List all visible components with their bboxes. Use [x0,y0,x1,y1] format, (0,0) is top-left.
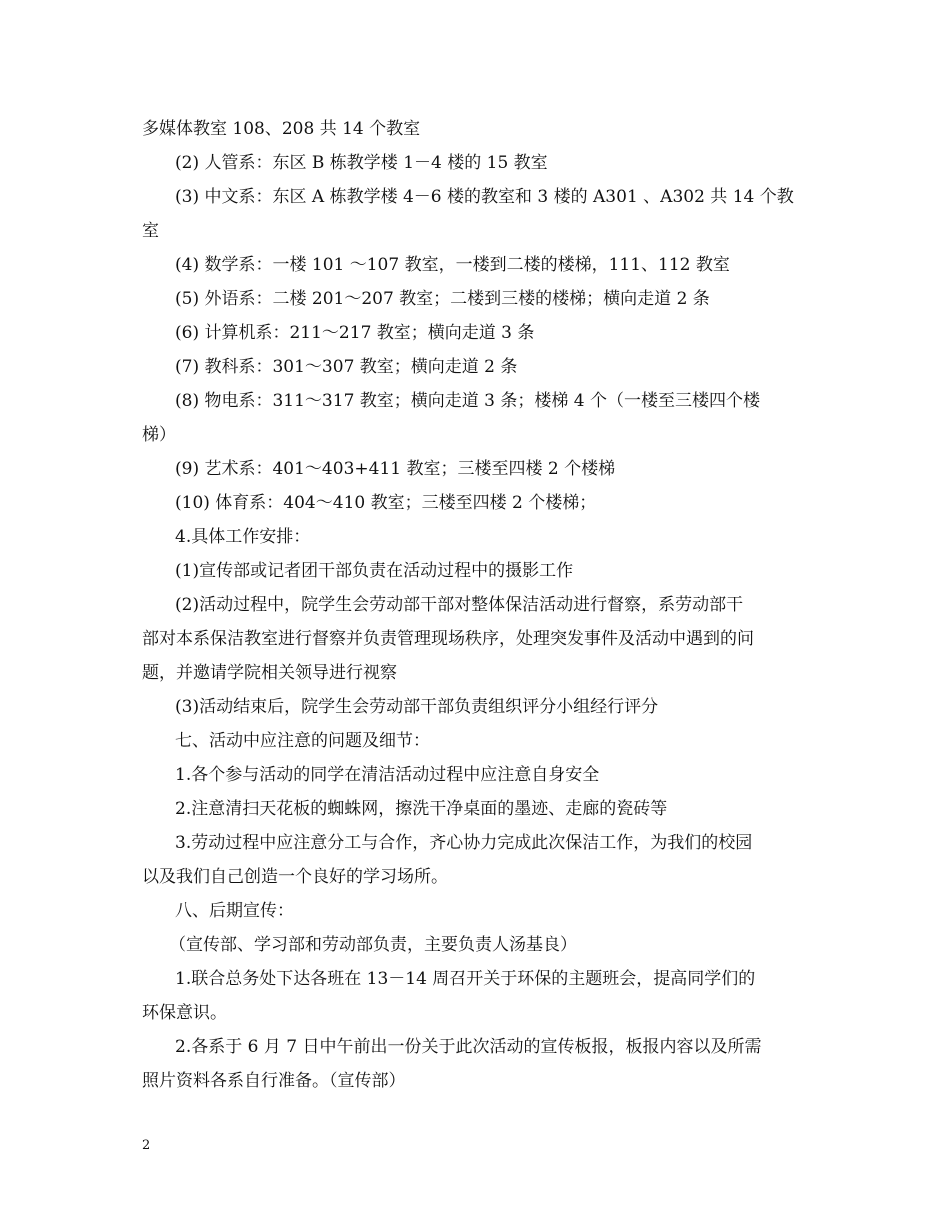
text-line: (5) 外语系：二楼 201～207 教室；二楼到三楼的楼梯；横向走道 2 条 [175,289,710,309]
page-number: 2 [142,1138,151,1153]
text-line: (2)活动过程中，院学生会劳动部干部对整体保洁活动进行督察，系劳动部干 [175,595,744,615]
text-line: 照片资料各系自行准备。（宣传部） [142,1071,406,1091]
text-line: 室 [142,221,159,241]
text-line: 2.注意清扫天花板的蜘蛛网，擦洗干净桌面的墨迹、走廊的瓷砖等 [175,799,668,819]
text-line: 2.各系于 6 月 7 日中午前出一份关于此次活动的宣传板报，板报内容以及所需 [175,1037,762,1057]
text-line: (3)活动结束后，院学生会劳动部干部负责组织评分小组经行评分 [175,697,659,717]
document-body [142,112,814,1098]
text-line: 以及我们自己创造一个良好的学习场所。 [142,867,448,887]
text-line: 1.各个参与活动的同学在清洁活动过程中应注意自身安全 [175,765,600,785]
text-line: (8) 物电系：311～317 教室；横向走道 3 条；楼梯 4 个（一楼至三楼四个楼 [175,391,761,411]
text-line: 题，并邀请学院相关领导进行视察 [142,663,397,683]
text-line: (4) 数学系：一楼 101 ～107 教室，一楼到二楼的楼梯，111、112 教室 [175,255,730,275]
text-line: (2) 人管系：东区 B 栋教学楼 1－4 楼的 15 教室 [175,153,548,173]
text-line: (9) 艺术系：401～403+411 教室；三楼至四楼 2 个楼梯 [175,459,616,479]
text-line: （宣传部、学习部和劳动部负责，主要负责人汤基良） [169,935,577,955]
text-line: 部对本系保洁教室进行督察并负责管理现场秩序，处理突发事件及活动中遇到的问 [142,629,754,649]
text-line: 3.劳动过程中应注意分工与合作，齐心协力完成此次保洁工作，为我们的校园 [175,833,753,853]
text-line: 1.联合总务处下达各班在 13－14 周召开关于环保的主题班会，提高同学们的 [175,969,756,989]
text-line: 梯） [142,425,176,445]
text-line: (6) 计算机系：211～217 教室；横向走道 3 条 [175,323,535,343]
text-line: 多媒体教室 108、208 共 14 个教室 [142,119,421,139]
text-line: (1)宣传部或记者团干部负责在活动过程中的摄影工作 [175,561,574,581]
text-line: (10) 体育系：404～410 教室；三楼至四楼 2 个楼梯； [175,493,597,513]
section-heading: 七、活动中应注意的问题及细节： [175,731,430,751]
section-heading: 4.具体工作安排： [175,527,311,547]
section-heading: 八、后期宣传： [175,901,294,921]
text-line: (7) 教科系：301～307 教室；横向走道 2 条 [175,357,518,377]
text-line: (3) 中文系：东区 A 栋教学楼 4－6 楼的教室和 3 楼的 A301 、A302 共 14 个教 [175,187,794,207]
text-line: 环保意识。 [142,1003,227,1023]
